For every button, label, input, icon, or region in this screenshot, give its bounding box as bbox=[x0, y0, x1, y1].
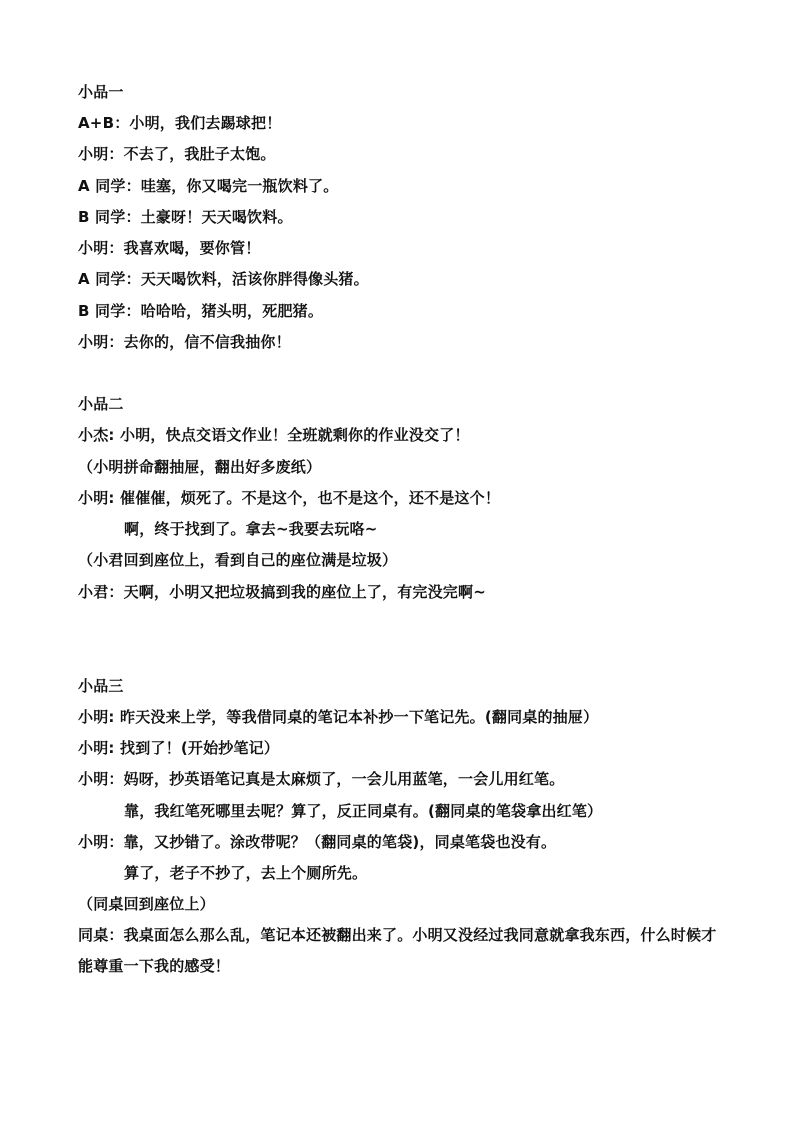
stage-direction: （同桌回到座位上） bbox=[78, 895, 215, 913]
script-line: 小明: 昨天没来上学，等我借同桌的笔记本补抄一下笔记先。(翻同桌的抽屉） bbox=[78, 708, 599, 726]
script-line-continued: 啊，终于找到了。拿去~我要去玩咯~ bbox=[124, 520, 378, 538]
sketch2-title: 小品二 bbox=[78, 395, 124, 413]
sketch1-title: 小品一 bbox=[78, 83, 124, 101]
script-line: 小明：去你的，信不信我抽你！ bbox=[78, 333, 291, 351]
script-line: B 同学：土豪呀！天天喝饮料。 bbox=[78, 208, 293, 226]
stage-direction: （小君回到座位上，看到自己的座位满是垃圾） bbox=[78, 551, 398, 569]
script-line: A 同学：哇塞，你又喝完一瓶饮料了。 bbox=[78, 177, 339, 195]
script-line-continued: 算了，老子不抄了，去上个厕所先。 bbox=[124, 864, 368, 882]
script-line: A 同学：天天喝饮料，活该你胖得像头猪。 bbox=[78, 270, 369, 288]
script-line: B 同学：哈哈哈，猪头明，死肥猪。 bbox=[78, 302, 324, 320]
script-line: 小明：靠，又抄错了。涂改带呢？（翻同桌的笔袋)，同桌笔袋也没有。 bbox=[78, 833, 557, 851]
script-line-continued: 靠，我红笔死哪里去呢？算了，反正同桌有。(翻同桌的笔袋拿出红笔） bbox=[124, 802, 603, 820]
script-line: 小明：妈呀，抄英语笔记真是太麻烦了，一会儿用蓝笔，一会儿用红笔。 bbox=[78, 770, 565, 788]
script-line: 小明：我喜欢喝，要你管！ bbox=[78, 239, 261, 257]
script-line: 小明: 催催催，烦死了。不是这个，也不是这个，还不是这个！ bbox=[78, 489, 501, 507]
script-line: 小明：不去了，我肚子太饱。 bbox=[78, 145, 276, 163]
script-line: 小杰: 小明，快点交语文作业！全班就剩你的作业没交了！ bbox=[78, 426, 470, 444]
stage-direction: （小明拼命翻抽屉，翻出好多废纸） bbox=[78, 458, 322, 476]
script-line: 小明: 找到了！(开始抄笔记） bbox=[78, 739, 280, 757]
sketch3-title: 小品三 bbox=[78, 677, 124, 695]
script-line: 同桌：我桌面怎么那么乱，笔记本还被翻出来了。小明又没经过我同意就拿我东西，什么时候才能尊重一下我的感受！ bbox=[78, 926, 717, 975]
script-line: 小君：天啊，小明又把垃圾搞到我的座位上了，有完没完啊~ bbox=[78, 583, 486, 601]
script-line: A+B：小明，我们去踢球把！ bbox=[78, 114, 282, 132]
